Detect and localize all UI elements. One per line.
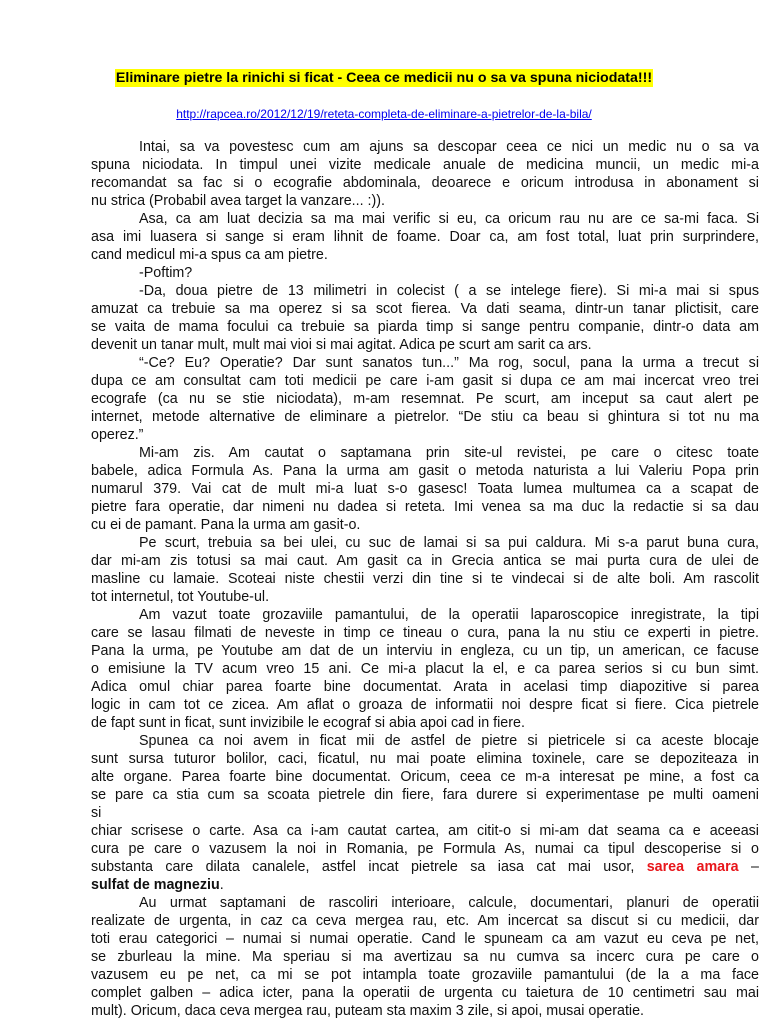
text-line <box>91 354 759 372</box>
text-line <box>91 138 759 156</box>
line-text: substanta care dilata canalele, astfel incat pietrele sa iasa cat mai usor, <box>91 859 635 875</box>
highlight-text: sarea amara <box>646 859 739 875</box>
text-line <box>91 228 759 246</box>
text-line <box>91 732 759 750</box>
text-line <box>91 174 759 192</box>
text-line <box>91 444 759 462</box>
text-line <box>91 534 759 552</box>
line-text: dar mi-am zis totusi sa mai caut. Am gasit ca in Grecia antica se mai purta cura de ulei de <box>91 553 759 569</box>
line-text: dupa ce am consultat cam toti medicii pe care i-am gasit si dupa ce am mai incercat vreo trei <box>91 373 759 389</box>
line-text: Pana la urma, pe Youtube am dat de un interviu in engleza, cu un tip, un american, ce facuse <box>91 643 759 659</box>
text-line <box>91 390 759 408</box>
url-container <box>0 105 768 123</box>
line-text: asa imi luasera si sange si eram lihnit de foame. Doar ca, am fost total, luat prin surprindere, <box>91 229 759 245</box>
line-text: “-Ce? Eu? Operatie? Dar sunt sanatos tun...” Ma rog, socul, pana la urma a trecut si <box>139 355 759 371</box>
text-line <box>91 984 759 1002</box>
line-text: devenit un tanar mult, mult mai vioi si mai agitat. Adica pe scurt am sarit ca ars. <box>91 337 592 353</box>
line-text: recomandat sa fac si o ecografie abdominala, deoarece e oricum introdusa in abonament si <box>91 175 759 191</box>
line-text: Pe scurt, trebuia sa bei ulei, cu suc de lamai si sa pui caldura. Mi s-a parut buna cura, <box>139 535 759 551</box>
line-text: Asa, ca am luat decizia sa ma mai verific si eu, ca oricum rau nu are ce sa-mi faca. Si <box>139 211 759 227</box>
line-text: si <box>91 805 102 821</box>
line-text: Spunea ca noi avem in ficat mii de astfel de pietre si pietricele si ca aceste blocaje <box>139 733 759 749</box>
text-line <box>91 678 759 696</box>
text-line <box>91 552 759 570</box>
line-text: care se lasau filmati de neveste in timp ce tineau o cura, pana la nu stiu ce experti in pietre. <box>91 625 759 641</box>
line-text: o emisiune la TV acum vreo 15 ani. Ce mi-a placut la el, e ca parea serios si cu bun simt. <box>91 661 759 677</box>
line-text: spuna niciodata. In timpul unei vizite medicale anuale de medicina muncii, un medic mi-a <box>91 157 759 173</box>
text-line <box>91 912 759 930</box>
text-line <box>91 408 759 426</box>
text-line <box>91 660 759 678</box>
line-text: Adica omul chiar parea foarte bine documentat. Arata in acelasi timp diapozitive si parea <box>91 679 759 695</box>
text-line <box>91 156 759 174</box>
line-text: mult). Oricum, daca ceva mergea rau, puteam sta maxim 3 zile, si apoi, musai operatie. <box>91 1003 645 1019</box>
text-line <box>91 1002 759 1020</box>
line-text: complet galben – adica icter, pana la operatii de urgenta cu taietura de 10 centimetri sau mai <box>91 985 759 1001</box>
text-line <box>91 300 759 318</box>
text-line <box>91 876 759 894</box>
text-line <box>91 336 759 354</box>
line-text: se vaita de mama focului ca trebuie sa piarda timp si sange pentru companie, dintr-o data am <box>91 319 759 335</box>
text-line <box>91 858 759 876</box>
line-text: Mi-am zis. Am cautat o saptamana prin site-ul revistei, pe care o citesc toate <box>139 445 759 461</box>
text-line <box>91 372 759 390</box>
line-text: vazusem eu pe net, ca mi se pot intampla toate grozaviile pamantului (de la a ma face <box>91 967 759 983</box>
title-container <box>0 69 768 87</box>
line-text: ecografe (ca nu se stie niciodata), m-am resemnat. Pe scurt, am inceput sa caut alert pe <box>91 391 759 407</box>
line-text: Intai, sa va povestesc cum am ajuns sa descopar ceea ce nici un medic nu o sa va <box>139 139 759 155</box>
line-text: sulfat de magneziu <box>91 877 220 893</box>
line-text: toti erau categorici – numai si numai operatie. Cand le spuneam ca am vazut eu ceva pe net, <box>91 931 759 947</box>
text-line <box>91 804 759 822</box>
line-text: de fapt sunt in ficat, sunt invizibile le ecograf si abia apoi cad in fiere. <box>91 715 525 731</box>
text-line <box>91 840 759 858</box>
line-text: alte organe. Parea foarte bine documentat. Oricum, ceea ce m-a interesat pe mine, a fost ca <box>91 769 759 785</box>
line-text: nu strica (Probabil avea target la vanzare... :)). <box>91 193 386 209</box>
text-line <box>91 570 759 588</box>
text-line <box>91 822 759 840</box>
line-text: pietre fara operatie, dar nimeni nu dadea si reteta. Imi venea sa ma duc la redactie si sa dau <box>91 499 759 515</box>
line-text: sunt sursa tuturor bolilor, caci, ficatul, nu mai poate elimina toxinele, care se depoziteaza in <box>91 751 759 767</box>
text-line <box>91 516 759 534</box>
text-line <box>91 210 759 228</box>
text-line <box>91 480 759 498</box>
document-title: Eliminare pietre la rinichi si ficat - Ceea ce medicii nu o sa va spuna niciodata!!! <box>115 70 653 86</box>
line-text: numarul 379. Vai cat de mult mi-a luat s-o gasesc! Toata lumea multumea ca a scapat de <box>91 481 759 497</box>
text-line <box>91 606 759 624</box>
line-suffix: – <box>738 859 759 875</box>
text-line <box>91 894 759 912</box>
line-text: cu ei de pamant. Pana la urma am gasit-o. <box>91 517 361 533</box>
text-line <box>91 192 759 210</box>
text-line <box>91 696 759 714</box>
text-line <box>91 246 759 264</box>
text-line <box>91 264 759 282</box>
text-line <box>91 318 759 336</box>
line-text: babele, adica Formula As. Pana la urma am gasit o metoda naturista a lui Valeriu Popa prin <box>91 463 759 479</box>
line-text: chiar scrisese o carte. Asa ca i-am cautat cartea, am citit-o si mi-am dat seama ca e aceeasi <box>91 823 759 839</box>
text-line <box>91 750 759 768</box>
source-link[interactable]: http://rapcea.ro/2012/12/19/reteta-completa-de-eliminare-a-pietrelor-de-la-bila/ <box>176 107 592 121</box>
line-text: tot internetul, tot Youtube-ul. <box>91 589 270 605</box>
text-line <box>91 768 759 786</box>
text-line <box>91 930 759 948</box>
text-line <box>91 966 759 984</box>
text-line <box>91 786 759 804</box>
line-text: Am vazut toate grozaviile pamantului, de la operatii laparoscopice inregistrate, la tipi <box>139 607 759 623</box>
line-text: cura pe care o vazusem la noi in Romania, pe Formula As, numai ca tipul descoperise si o <box>91 841 759 857</box>
text-line <box>91 426 759 444</box>
text-line <box>91 498 759 516</box>
line-text: se zburleau la mine. Ma speriau si ma avertizau sa nu cumva sa incerc cura pe care o <box>91 949 759 965</box>
text-line <box>91 714 759 732</box>
line-text: masline cu lamaie. Scoteai niste chestii verzi din tine si te vindecai si de alte boli. Am rascolit <box>91 571 759 587</box>
text-line <box>91 624 759 642</box>
line-text: Au urmat saptamani de rascoliri interioare, calcule, documentari, planuri de operatii <box>139 895 759 911</box>
line-text: -Poftim? <box>139 265 193 281</box>
line-text: logic in cam tot ce zicea. Am aflat o groaza de informatii noi despre ficat si fiere. Cica pietrele <box>91 697 759 713</box>
line-text: cand medicul mi-a spus ca am pietre. <box>91 247 328 263</box>
line-text: operez.” <box>91 427 144 443</box>
text-line <box>91 948 759 966</box>
text-line <box>91 588 759 606</box>
text-line <box>91 282 759 300</box>
line-text: amuzat ca trebuie sa ma operez si sa scot fierea. Va dati seama, dintr-un tanar plictisit, care <box>91 301 759 317</box>
text-line <box>91 642 759 660</box>
line-text: -Da, doua pietre de 13 milimetri in colecist ( a se intelege fiere). Si mi-a mai si spus <box>139 283 759 299</box>
line-text: realizate de urgenta, in caz ca ceva mergea rau, etc. Am incercat sa discut si cu medicii, dar <box>91 913 759 929</box>
line-text: se pare ca stia cum sa scoata pietrele din fiere, fara durere si experimentase pe multi oameni <box>91 787 759 803</box>
line-text: internet, metode alternative de eliminare a pietrelor. “De stiu ca beau si ghintura si tot nu ma <box>91 409 759 425</box>
text-line <box>91 462 759 480</box>
line-suffix: . <box>219 877 224 893</box>
